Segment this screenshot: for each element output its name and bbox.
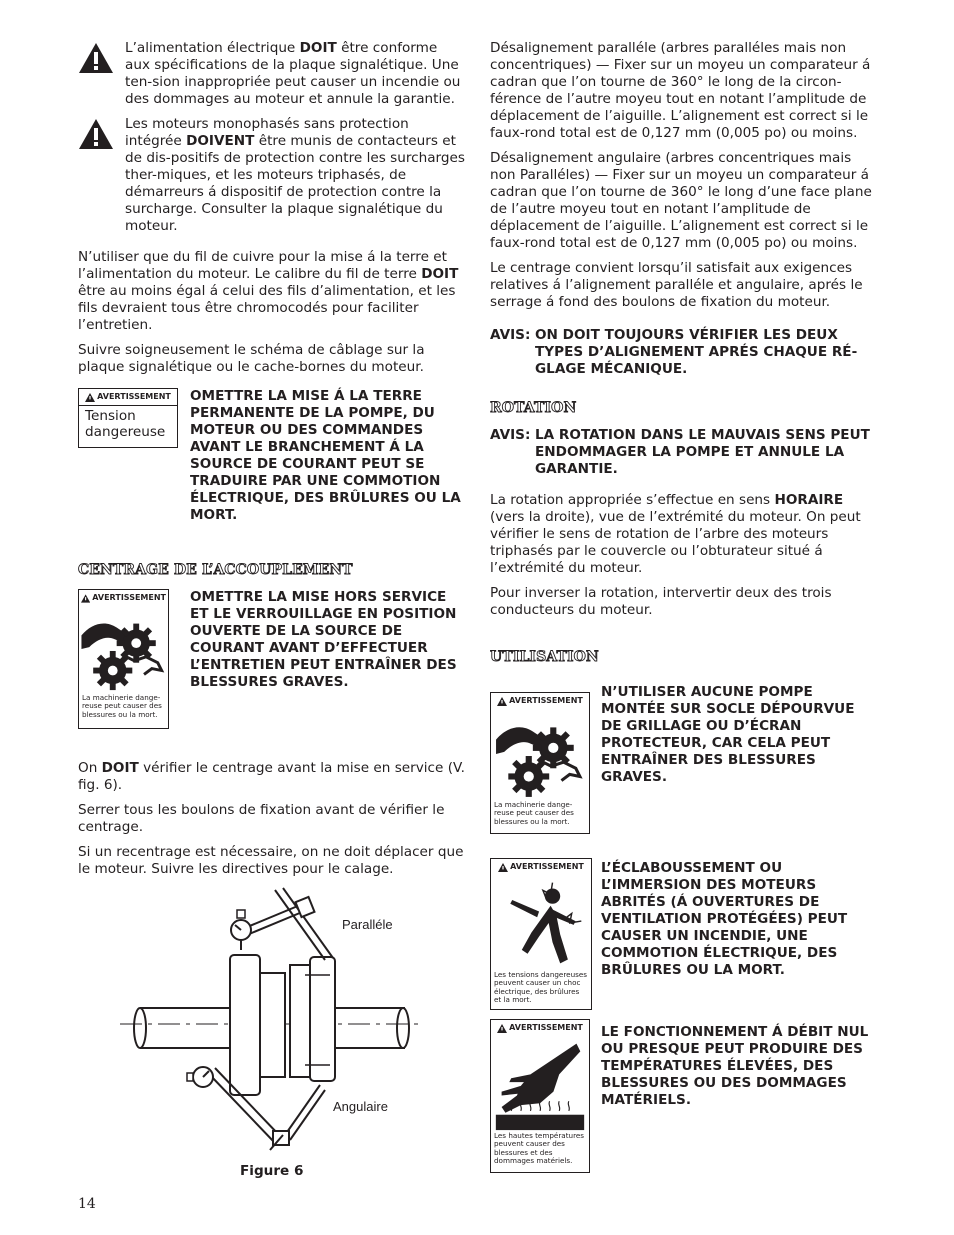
- badge-header: AVERTISSEMENT: [491, 859, 591, 875]
- section-heading-rotation: ROTATION: [490, 400, 577, 416]
- figure-label-parallel: Paralléle: [342, 917, 393, 932]
- left-column: [78, 40, 465, 886]
- paragraph-check-alignment: On DOIT vérifier le centrage avant la mise en service (V. fig. 6).: [78, 760, 465, 793]
- notice-text: ON DOIT TOUJOURS VÉRIFIER LES DEUX TYPES D’ALIGNEMENT APRÉS CHAQUE RÉ-GLAGE MÉCANIQUE.: [535, 327, 858, 377]
- warning-badge: [78, 388, 178, 448]
- paragraph-centering: Le centrage convient lorsqu’il satisfait aux exigences relatives á l’alignement paralléle et angulaire, aprés le serrage á fond des boulons de fixation du moteur.: [490, 260, 863, 310]
- gears-hand-icon: [491, 709, 589, 801]
- caution-power-supply: [78, 40, 465, 108]
- paragraph-reverse-rotation: Pour inverser la rotation, intervertir deux des trois conducteurs du moteur.: [490, 585, 832, 618]
- paragraph-tighten-bolts: Serrer tous les boulons de fixation avant de vérifier le centrage.: [78, 802, 445, 835]
- caution-text-bold: DOIT: [299, 40, 337, 56]
- warning-triangle-icon: [78, 118, 114, 150]
- warning-triangle-icon: [497, 697, 507, 706]
- badge-caption: La machinerie dange-reuse peut causer des blessures ou la mort.: [494, 800, 574, 826]
- warning-badge: [490, 858, 592, 1010]
- badge-header: AVERTISSEMENT: [491, 1020, 589, 1036]
- warning-triangle-icon: [81, 594, 90, 603]
- caution-text-bold: DOIVENT: [186, 133, 255, 149]
- electric-shock-icon: [491, 875, 591, 971]
- warning-badge: [490, 1019, 590, 1173]
- warning-triangle-icon: [85, 393, 95, 402]
- notice-alignment: [490, 327, 877, 378]
- warning-text: L’ÉCLABOUSSEMENT OU L’IMMERSION DES MOTEURS ABRITÉS (Á OUVERTURES DE VENTILATION PROTÉGÉES) PEUT CAUSER UN INCENDIE, UNE COMMOTION ÉLECTRIQUE, DES BRÛLURES OU LA MORT.: [601, 860, 848, 978]
- caution-text-pre: Les moteurs monophasés sans protection intégrée: [125, 116, 409, 149]
- paragraph-realign: Si un recentrage est nécessaire, on ne doit déplacer que le moteur. Suivre les directives pour le calage.: [78, 844, 464, 877]
- caution-motor-protection: [78, 116, 465, 235]
- gears-hand-icon: [79, 606, 168, 694]
- paragraph-parallel-misalignment: Désalignement paralléle (arbres paralléles mais non concentriques) — Fixer sur un moyeu un comparateur á cadran que l’on tourne de 360° le long de la circon-férence de l’autre moyeu tout en notant l’amplitude de déplacement de l’aiguille. L’alignement est correct si le faux-rond total est de 0,127 mm (0,005 po) ou moins.: [490, 40, 871, 141]
- notice-label: AVIS:: [490, 327, 531, 343]
- section-heading-utilisation: UTILISATION: [490, 649, 599, 665]
- warning-high-temperature: [490, 1024, 877, 1173]
- warning-triangle-icon: [498, 863, 508, 872]
- badge-header: AVERTISSEMENT: [79, 389, 177, 406]
- paragraph-rotation-direction: La rotation appropriée s’effectue en sens HORAIRE (vers la droite), vue de l’extrémité du moteur. On peut vérifier le sens de rotation de l’arbre des moteurs triphasés par le couvercle ou l’obturateur situé á l’extrémité du moteur.: [490, 492, 861, 576]
- figure-caption: Figure 6: [240, 1163, 304, 1179]
- caution-text-post: être conforme aux spécifications de la plaque signalétique. Une ten-sion inappropriée peut causer un incendie ou des dommages au moteur et annule la garantie.: [125, 40, 461, 107]
- badge-header: AVERTISSEMENT: [79, 590, 168, 606]
- warning-badge: [78, 589, 169, 729]
- badge-caption: Les tensions dangereuses peuvent causer un choc électrique, des brûlures et la mort.: [494, 970, 588, 1005]
- hot-surface-hand-icon: [491, 1036, 589, 1132]
- notice-label: AVIS:: [490, 427, 531, 443]
- warning-text: LE FONCTIONNEMENT Á DÉBIT NUL OU PRESQUE PEUT PRODUIRE DES TEMPÉRATURES ÉLEVÉES, DES BLESSURES OU DES DOMMAGES MATÉRIELS.: [601, 1024, 869, 1108]
- warning-voltage: [78, 388, 465, 524]
- figure-label-angular: Angulaire: [333, 1099, 388, 1114]
- notice-text: LA ROTATION DANS LE MAUVAIS SENS PEUT ENDOMMAGER LA POMPE ET ANNULE LA GARANTIE.: [535, 427, 870, 477]
- paragraph-wiring: Suivre soigneusement le schéma de câblage sur la plaque signalétique ou le cache-bornes du moteur.: [78, 342, 425, 375]
- notice-rotation: [490, 427, 877, 478]
- badge-caption: La machinerie dange-reuse peut causer des blessures ou la mort.: [82, 693, 162, 719]
- warning-text: N’UTILISER AUCUNE POMPE MONTÉE SUR SOCLE DÉPOURVUE DE GRILLAGE OU D’ÉCRAN PROTECTEUR, CAR CELA PEUT ENTRAÎNER DES BLESSURES GRAVES.: [601, 684, 855, 785]
- warning-triangle-icon: [78, 42, 114, 74]
- paragraph-angular-misalignment: Désalignement angulaire (arbres concentriques mais non Paralléles) — Fixer sur un moyeu un comparateur á cadran que l’on tourne de 360° le long d’une face plane de l’autre moyeu tout en notant l’amplitude de déplacement de l’aiguille. L’alignement est correct si le faux-rond total est de 0,127 mm (0,005 po) ou moins.: [490, 150, 872, 251]
- caution-text-post: être munis de contacteurs et de dis-positifs de protection contre les surcharges ther-miques, et les moteurs triphasés, de démarreurs á dispositif de protection contre la surcharge. Consulter la plaque signalétique du moteur.: [125, 133, 465, 234]
- right-column: [490, 40, 877, 1181]
- badge-caption: Les hautes températures peuvent causer des blessures et des dommages matériels.: [494, 1131, 585, 1166]
- warning-text: OMETTRE LA MISE HORS SERVICE ET LE VERROUILLAGE EN POSITION OUVERTE DE LA SOURCE DE COURANT AVANT D’EFFECTUER L’ENTRETIEN PEUT ENTRAÎNER DES BLESSURES GRAVES.: [190, 589, 457, 690]
- warning-text: OMETTRE LA MISE Á LA TERRE PERMANENTE DE LA POMPE, DU MOTEUR OU DES COMMANDES AVANT LE BRANCHEMENT Á LA SOURCE DE COURANT PEUT SE TRADUIRE PAR UNE COMMOTION ÉLECTRIQUE, DES BRÛLURES OU LA MORT.: [190, 388, 461, 523]
- page-number: 14: [78, 1196, 96, 1212]
- warning-triangle-icon: [497, 1024, 507, 1033]
- badge-header: AVERTISSEMENT: [491, 693, 589, 709]
- caution-text-pre: L’alimentation électrique: [125, 40, 300, 56]
- badge-text: Tension dangereuse: [85, 408, 166, 440]
- warning-badge: [490, 692, 590, 834]
- paragraph-grounding: N’utiliser que du fil de cuivre pour la mise á la terre et l’alimentation du moteur. Le calibre du fil de terre DOIT être au moins égal á celui des fils d’alimentation, et les fils devraient tous être chromocodés pour faciliter l’entretien.: [78, 249, 459, 333]
- section-heading-centrage: CENTRAGE DE L’ACCOUPLEMENT: [78, 562, 353, 578]
- warning-no-guard: [490, 684, 877, 834]
- warning-machinery: [78, 589, 465, 729]
- warning-splashing: [490, 860, 877, 1010]
